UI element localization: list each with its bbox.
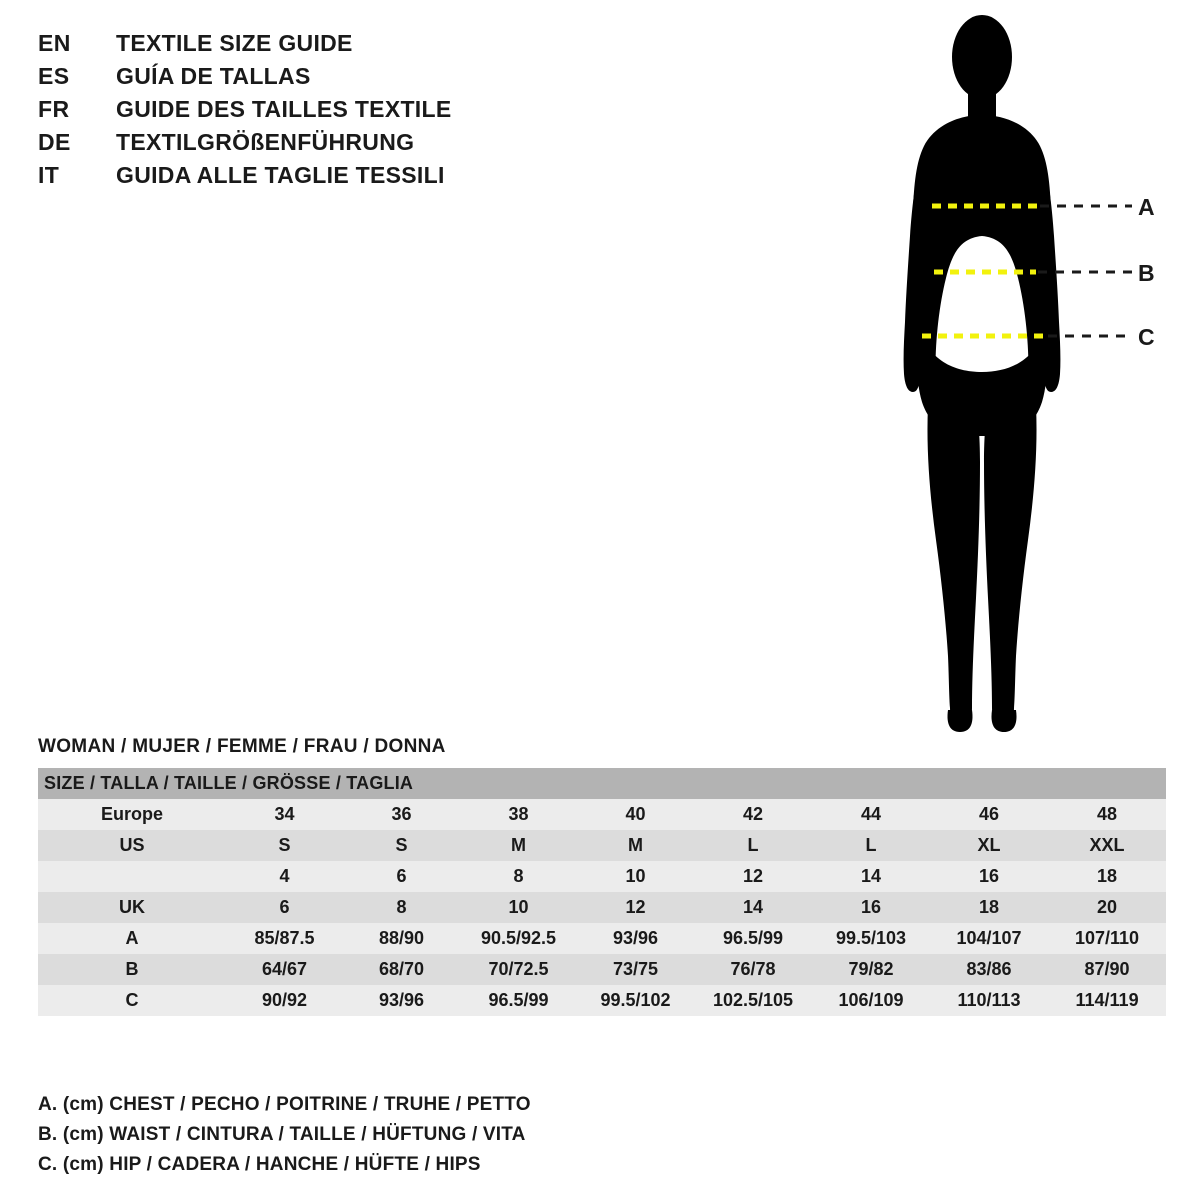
female-silhouette-icon: [850, 10, 1190, 740]
cell: 6: [343, 861, 460, 892]
cell: 18: [930, 892, 1048, 923]
title-row-fr: [38, 96, 658, 129]
cell: 88/90: [343, 923, 460, 954]
size-table: [38, 768, 1166, 1016]
cell: S: [343, 830, 460, 861]
title-text-fr: GUIDE DES TAILLES TEXTILE: [116, 96, 452, 122]
cell: 16: [812, 892, 930, 923]
cell: 40: [577, 799, 694, 830]
row-label-c: C: [38, 985, 226, 1016]
cell: 18: [1048, 861, 1166, 892]
table-group-label: WOMAN / MUJER / FEMME / FRAU / DONNA: [38, 736, 446, 757]
cell: 42: [694, 799, 812, 830]
cell: M: [577, 830, 694, 861]
cell: 46: [930, 799, 1048, 830]
chest-measure-marker: A: [1138, 194, 1155, 220]
cell: 14: [694, 892, 812, 923]
waist-measure-marker: B: [1138, 260, 1155, 286]
title-text-en: TEXTILE SIZE GUIDE: [116, 30, 353, 56]
cell: 12: [577, 892, 694, 923]
row-label-us-numeric: [38, 861, 226, 892]
title-row-de: [38, 129, 658, 162]
cell: 90/92: [226, 985, 343, 1016]
cell: 34: [226, 799, 343, 830]
row-label-b: B: [38, 954, 226, 985]
cell: 20: [1048, 892, 1166, 923]
cell: 83/86: [930, 954, 1048, 985]
measurement-legend: [38, 1090, 938, 1180]
cell: 99.5/103: [812, 923, 930, 954]
row-label-uk: UK: [38, 892, 226, 923]
cell: M: [460, 830, 577, 861]
cell: 96.5/99: [460, 985, 577, 1016]
title-row-en: [38, 30, 658, 63]
table-row: [38, 830, 1166, 861]
cell: 90.5/92.5: [460, 923, 577, 954]
size-header-cell: SIZE / TALLA / TAILLE / GRÖSSE / TAGLIA: [38, 768, 1166, 799]
cell: 104/107: [930, 923, 1048, 954]
table-row: [38, 861, 1166, 892]
table-row: [38, 985, 1166, 1016]
cell: 68/70: [343, 954, 460, 985]
title-text-es: GUÍA DE TALLAS: [116, 63, 311, 89]
language-code-es: ES: [38, 63, 70, 89]
cell: 93/96: [577, 923, 694, 954]
cell: 96.5/99: [694, 923, 812, 954]
language-code-de: DE: [38, 129, 71, 155]
title-row-es: [38, 63, 658, 96]
cell: 107/110: [1048, 923, 1166, 954]
language-code-en: EN: [38, 30, 71, 56]
cell: 6: [226, 892, 343, 923]
body-figure: [850, 10, 1190, 740]
cell: 76/78: [694, 954, 812, 985]
cell: 70/72.5: [460, 954, 577, 985]
cell: S: [226, 830, 343, 861]
table-row: [38, 954, 1166, 985]
cell: 36: [343, 799, 460, 830]
title-text-de: TEXTILGRÖßENFÜHRUNG: [116, 129, 415, 155]
legend-waist: B. (cm) WAIST / CINTURA / TAILLE / HÜFTUNG / VITA: [38, 1124, 526, 1145]
table-row: [38, 892, 1166, 923]
size-table-section: [38, 736, 1166, 1016]
row-label-a: A: [38, 923, 226, 954]
title-text-it: GUIDA ALLE TAGLIE TESSILI: [116, 162, 445, 188]
table-header-row: [38, 768, 1166, 799]
cell: 48: [1048, 799, 1166, 830]
legend-hip: C. (cm) HIP / CADERA / HANCHE / HÜFTE / HIPS: [38, 1154, 481, 1175]
cell: 110/113: [930, 985, 1048, 1016]
cell: 10: [577, 861, 694, 892]
cell: 79/82: [812, 954, 930, 985]
cell: 106/109: [812, 985, 930, 1016]
cell: 14: [812, 861, 930, 892]
table-row: [38, 799, 1166, 830]
cell: L: [694, 830, 812, 861]
row-label-europe: Europe: [38, 799, 226, 830]
cell: 8: [343, 892, 460, 923]
cell: 73/75: [577, 954, 694, 985]
cell: L: [812, 830, 930, 861]
cell: 93/96: [343, 985, 460, 1016]
cell: 10: [460, 892, 577, 923]
cell: 85/87.5: [226, 923, 343, 954]
legend-chest: A. (cm) CHEST / PECHO / POITRINE / TRUHE / PETTO: [38, 1094, 531, 1115]
cell: 102.5/105: [694, 985, 812, 1016]
table-row: [38, 923, 1166, 954]
hip-measure-marker: C: [1138, 324, 1155, 350]
language-code-it: IT: [38, 162, 60, 188]
cell: 4: [226, 861, 343, 892]
cell: XXL: [1048, 830, 1166, 861]
cell: 16: [930, 861, 1048, 892]
cell: 64/67: [226, 954, 343, 985]
cell: 38: [460, 799, 577, 830]
cell: 99.5/102: [577, 985, 694, 1016]
language-code-fr: FR: [38, 96, 70, 122]
row-label-us: US: [38, 830, 226, 861]
cell: 44: [812, 799, 930, 830]
title-block: [38, 30, 658, 195]
cell: 12: [694, 861, 812, 892]
cell: XL: [930, 830, 1048, 861]
title-row-it: [38, 162, 658, 195]
cell: 114/119: [1048, 985, 1166, 1016]
cell: 8: [460, 861, 577, 892]
cell: 87/90: [1048, 954, 1166, 985]
